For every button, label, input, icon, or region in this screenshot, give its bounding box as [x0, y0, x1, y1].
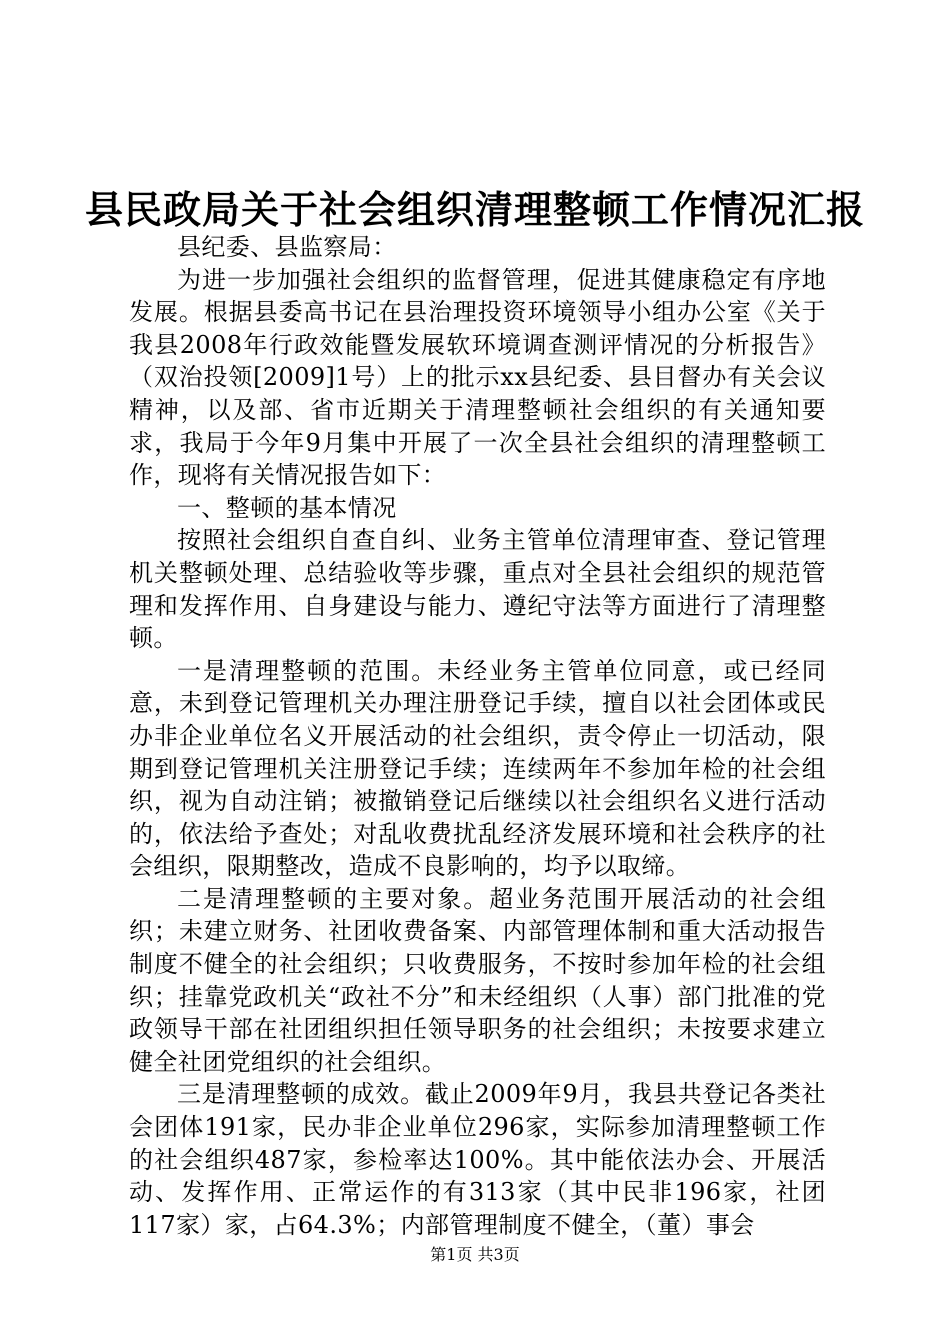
section-heading: 一、整顿的基本情况	[177, 493, 397, 522]
document-body	[129, 231, 826, 1241]
paragraph-intro: 为进一步加强社会组织的监督管理，促进其健康稳定有序地发展。根据县委高书记在县治理投资环境领导小组办公室《关于我县2008年行政效能暨发展软环境调查测评情况的分析报告》（双治投领[2009]1号）上的批示xx县纪委、县目督办有关会议精神，以及部、省市近期关于清理整顿社会组织的有关通知要求，我局于今年9月集中开展了一次全县社会组织的清理整顿工作，现将有关情况报告如下：	[129, 265, 826, 490]
paragraph-scope: 一是清理整顿的范围。未经业务主管单位同意，或已经同意，未到登记管理机关办理注册登记手续，擅自以社会团体或民办非企业单位名义开展活动的社会组织，责令停止一切活动，限期到登记管理机关注册登记手续；连续两年不参加年检的社会组织，视为自动注销；被撤销登记后继续以社会组织名义进行活动的，依法给予查处；对乱收费扰乱经济发展环境和社会秩序的社会组织，限期整改，造成不良影响的，均予以取缔。	[129, 656, 826, 881]
page-number-footer: 第1页 共3页	[430, 1245, 520, 1264]
document-title: 县民政局关于社会组织清理整顿工作情况汇报	[84, 187, 865, 232]
paragraph-steps: 按照社会组织自查自纠、业务主管单位清理审查、登记管理机关整顿处理、总结验收等步骤，重点对全县社会组织的规范管理和发挥作用、自身建设与能力、遵纪守法等方面进行了清理整顿。	[129, 526, 826, 653]
paragraph-results: 三是清理整顿的成效。截止2009年9月，我县共登记各类社会团体191家，民办非企业单位296家，实际参加清理整顿工作的社会组织487家，参检率达100%。其中能依法办会、开展活动、发挥作用、正常运作的有313家（其中民非196家，社团117家）家，占64.3%；内部管理制度不健全，（董）事会	[129, 1080, 826, 1239]
paragraph-targets: 二是清理整顿的主要对象。超业务范围开展活动的社会组织；未建立财务、社团收费备案、内部管理体制和重大活动报告制度不健全的社会组织；只收费服务，不按时参加年检的社会组织；挂靠党政机关“政社不分”和未经组织（人事）部门批准的党政领导干部在社团组织担任领导职务的社会组织；未按要求建立健全社团党组织的社会组织。	[129, 884, 826, 1076]
paragraph-salutation: 县纪委、县监察局：	[177, 233, 397, 261]
